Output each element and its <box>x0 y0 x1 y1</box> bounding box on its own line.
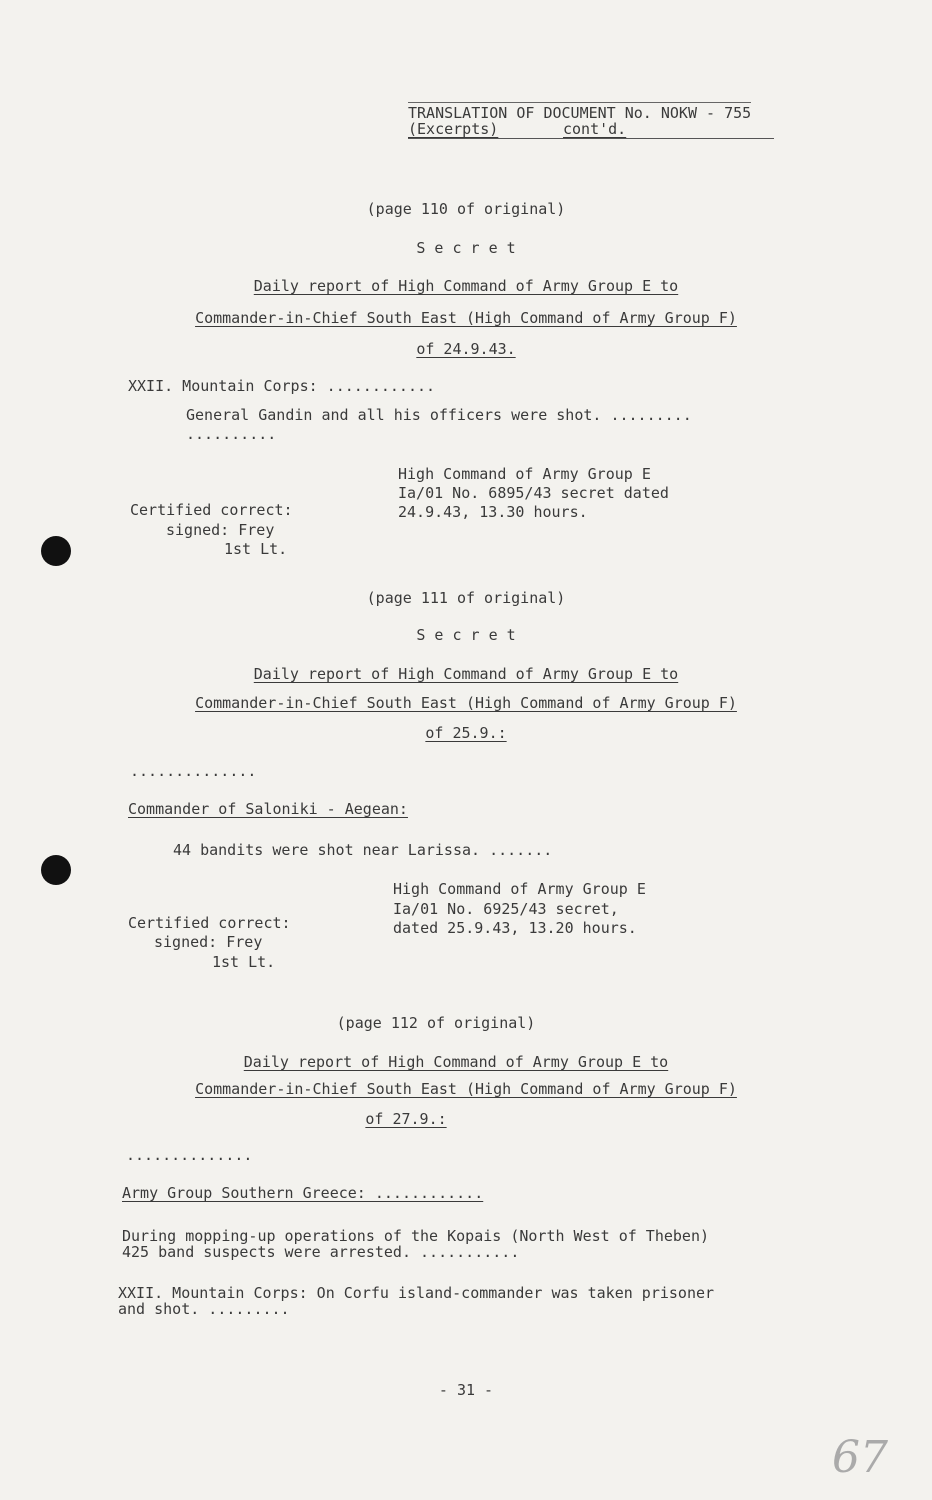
reference-1-line1: High Command of Army Group E <box>398 465 651 483</box>
header-rule <box>408 138 774 139</box>
secret-heading-2: S e c r e t <box>416 626 516 644</box>
report-title-1-line2: Commander-in-Chief South East (High Command of Army Group F) <box>195 309 737 327</box>
report-title-2-line2: Commander-in-Chief South East (High Command of Army Group F) <box>195 694 737 712</box>
page-number: - 31 - <box>438 1381 494 1399</box>
report-title-2-line1: Daily report of High Command of Army Group E to <box>253 665 679 683</box>
dots-separator-2: .............. <box>130 762 257 780</box>
punch-hole-bottom <box>41 855 71 885</box>
report-text-3-line1: During mopping-up operations of the Kopais (North West of Theben) <box>122 1227 709 1245</box>
handwritten-page-number: 67 <box>832 1432 888 1483</box>
report-title-3-line1: Daily report of High Command of Army Group E to <box>243 1053 669 1071</box>
page-ref-110: (page 110 of original) <box>366 200 566 218</box>
header-doc-number: TRANSLATION OF DOCUMENT No. NOKW - 755 <box>408 104 752 122</box>
report-text-4-line2: and shot. ......... <box>118 1300 290 1318</box>
army-group-heading: Army Group Southern Greece: ............ <box>122 1184 484 1202</box>
reference-2-line3: dated 25.9.43, 13.20 hours. <box>393 919 637 937</box>
certification-2-line2: signed: Frey <box>154 933 263 951</box>
report-text-2: 44 bandits were shot near Larissa. ....... <box>173 841 553 859</box>
report-title-2-line3: of 25.9.: <box>425 724 507 742</box>
report-text-1-cont: .......... <box>186 425 277 443</box>
report-text-4-line1: XXII. Mountain Corps: On Corfu island-commander was taken prisoner <box>118 1284 715 1302</box>
report-text-3-line2: 425 band suspects were arrested. ........... <box>122 1243 520 1261</box>
page-ref-111: (page 111 of original) <box>366 589 566 607</box>
header-contd: cont'd. <box>563 120 627 138</box>
page-ref-112: (page 112 of original) <box>336 1014 536 1032</box>
report-text-1: General Gandin and all his officers were shot. ......... <box>186 406 692 424</box>
reference-2-line2: Ia/01 No. 6925/43 secret, <box>393 900 619 918</box>
certification-1-line2: signed: Frey <box>166 521 275 539</box>
certification-2-line1: Certified correct: <box>128 914 291 932</box>
report-title-3-line2: Commander-in-Chief South East (High Command of Army Group F) <box>195 1080 737 1098</box>
commander-heading: Commander of Saloniki - Aegean: <box>128 800 408 818</box>
reference-1-line2: Ia/01 No. 6895/43 secret dated <box>398 484 669 502</box>
certification-1-line1: Certified correct: <box>130 501 293 519</box>
corps-heading-1: XXII. Mountain Corps: ............ <box>128 377 436 395</box>
certification-1-line3: 1st Lt. <box>224 540 288 558</box>
punch-hole-top <box>41 536 71 566</box>
header-excerpts: (Excerpts) <box>408 120 499 138</box>
report-title-1-line1: Daily report of High Command of Army Group E to <box>253 277 679 295</box>
report-title-3-line3: of 27.9.: <box>365 1110 447 1128</box>
secret-heading-1: S e c r e t <box>416 239 516 257</box>
reference-2-line1: High Command of Army Group E <box>393 880 646 898</box>
report-title-1-line3: of 24.9.43. <box>416 340 516 358</box>
certification-2-line3: 1st Lt. <box>212 953 276 971</box>
reference-1-line3: 24.9.43, 13.30 hours. <box>398 503 588 521</box>
dots-separator-3: .............. <box>126 1146 253 1164</box>
